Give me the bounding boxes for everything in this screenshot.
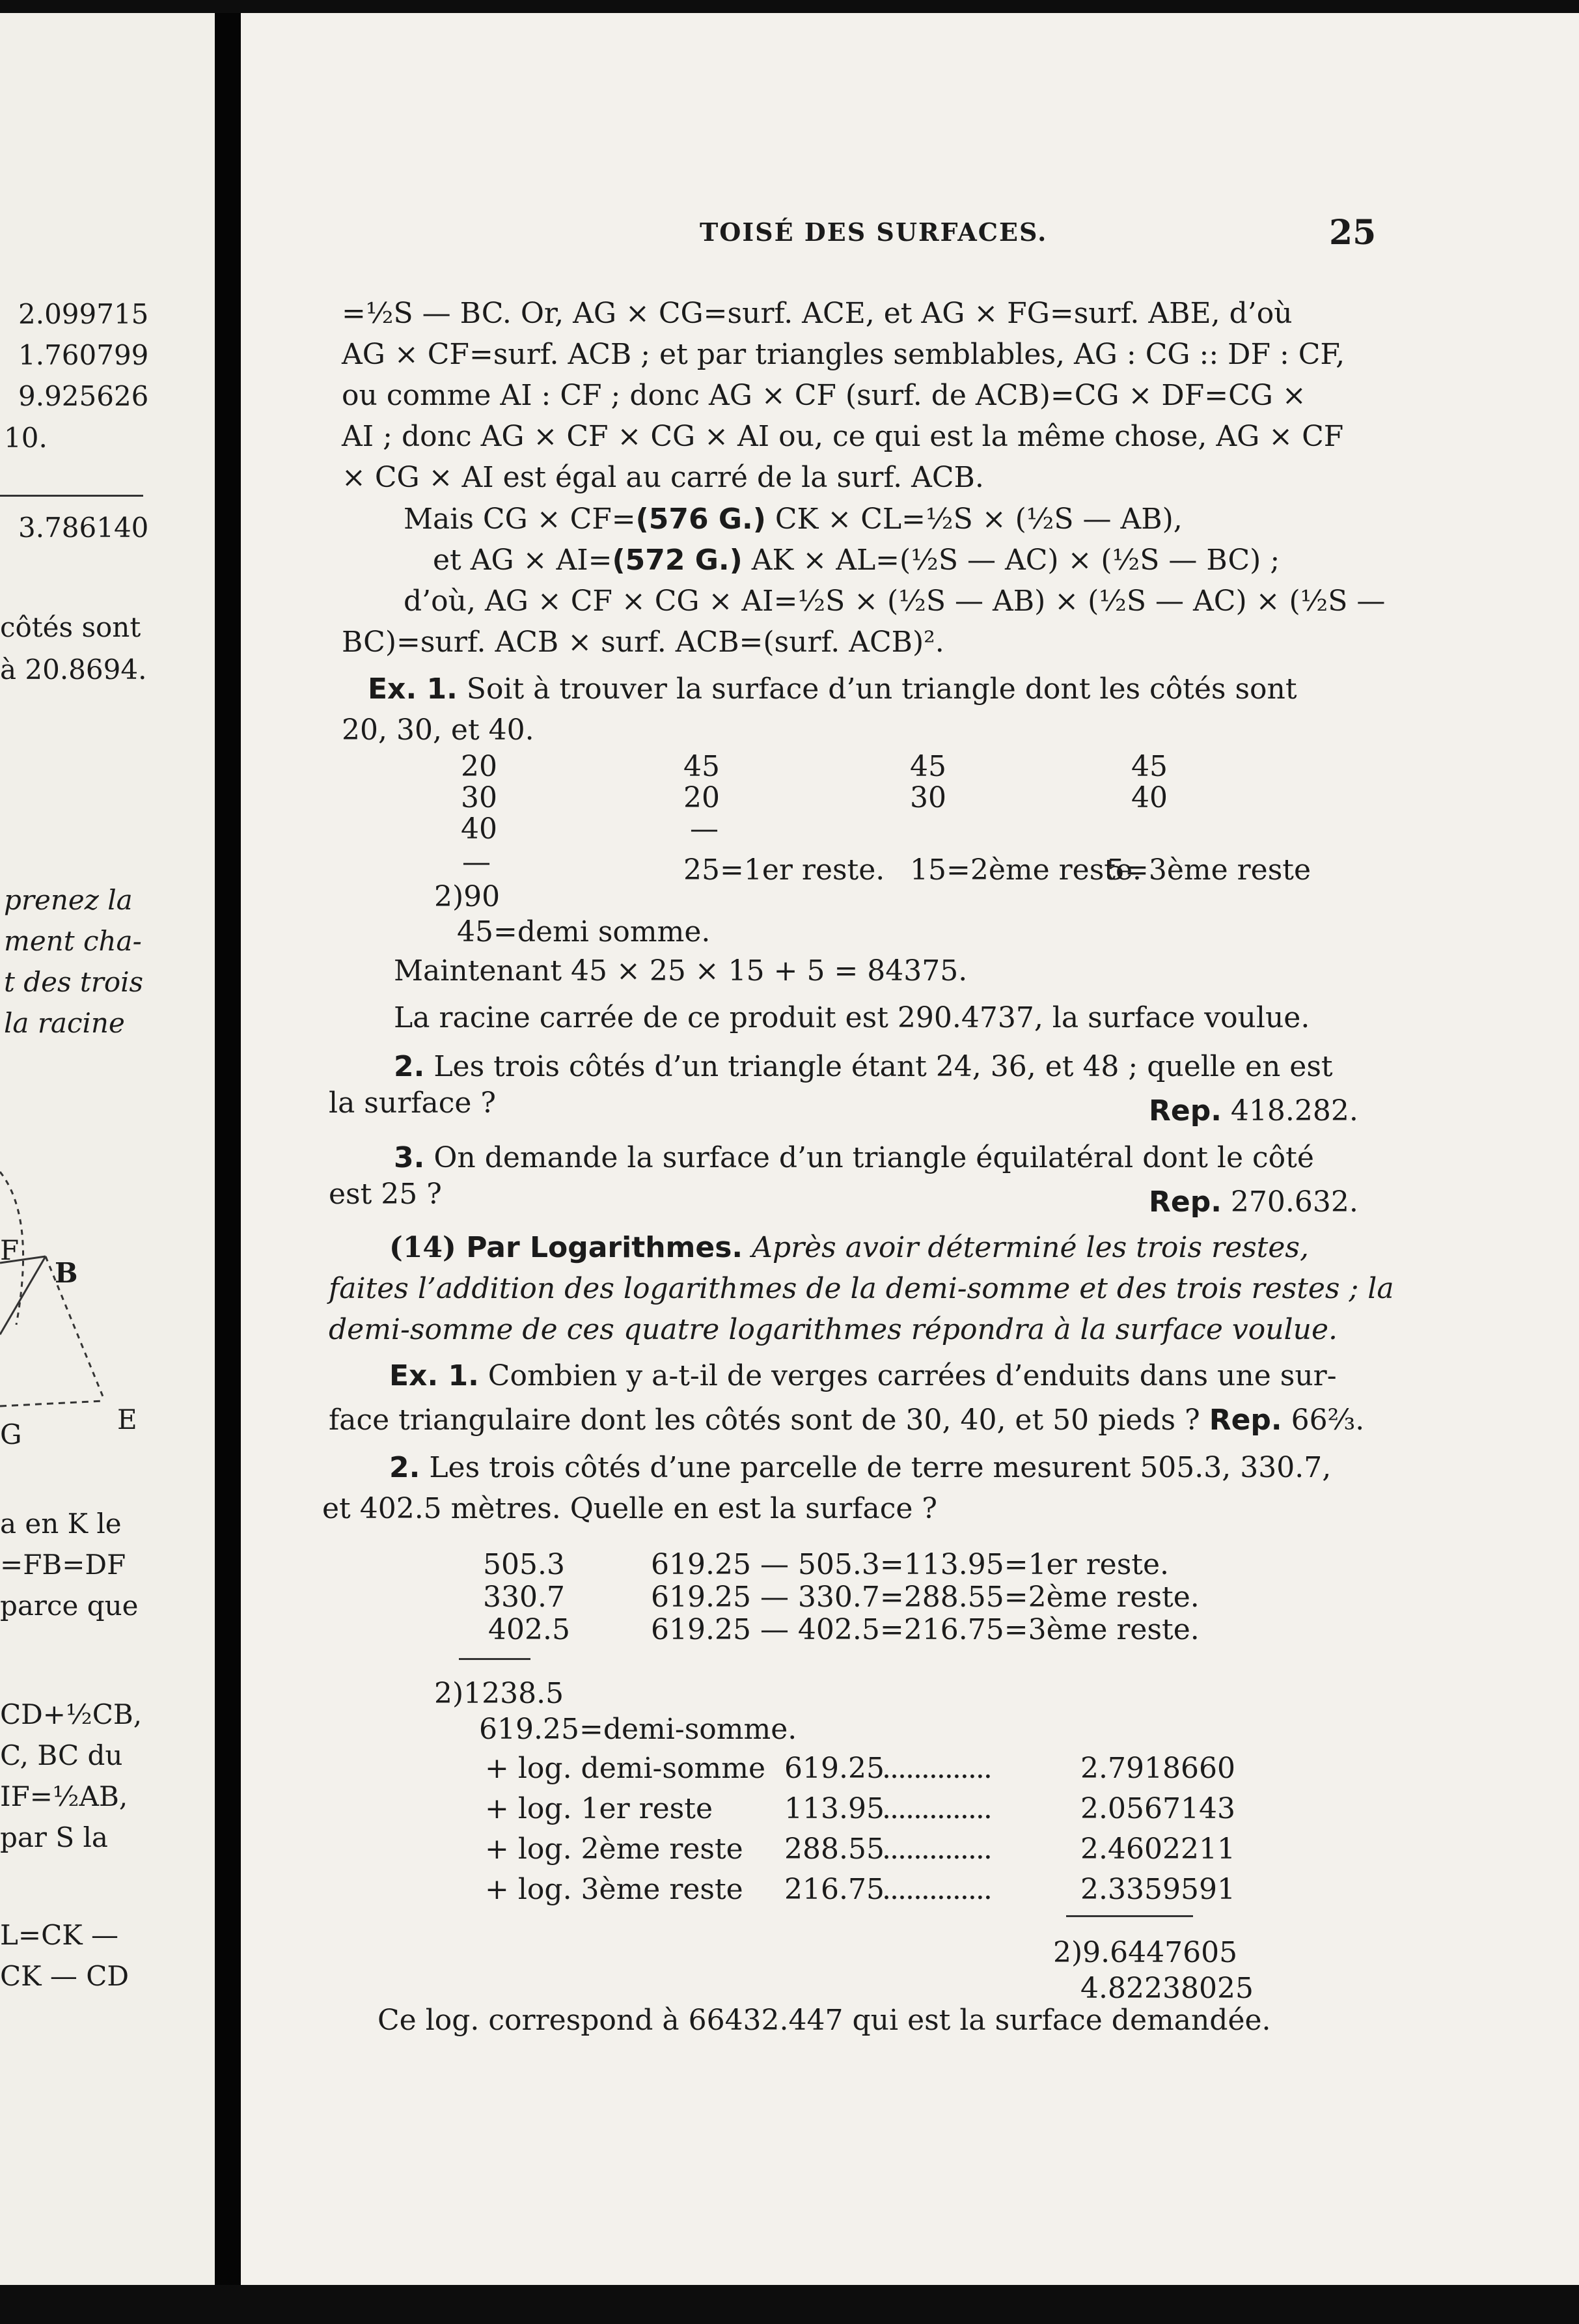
log-row-log: 2.0567143 bbox=[1080, 1792, 1235, 1825]
log-row-log: 2.3359591 bbox=[1080, 1873, 1235, 1906]
log-ex2-conclusion: Ce log. correspond à 66432.447 qui est la surface demandée. bbox=[378, 2004, 1271, 2037]
running-header: TOISÉ DES SURFACES. bbox=[700, 217, 1048, 247]
figure-label-F: F bbox=[0, 1234, 20, 1266]
left-margin-text: ment cha- bbox=[4, 925, 142, 957]
ex3-statement: est 25 ? bbox=[329, 1178, 442, 1211]
left-margin-text: CD+½CB, bbox=[0, 1698, 143, 1730]
log-sum-rule bbox=[1066, 1915, 1193, 1917]
section-14-text: demi-somme de ces quatre logarithmes répondra à la surface voulue. bbox=[329, 1313, 1338, 1346]
ex1-rest-col: 30 bbox=[910, 781, 946, 814]
example-number: 2. bbox=[389, 1451, 420, 1484]
ex1-product: Maintenant 45 × 25 × 15 + 5 = 84375. bbox=[394, 954, 968, 988]
log-ex2-statement: 2. Les trois côtés d’une parcelle de terre mesurent 505.3, 330.7, bbox=[389, 1451, 1332, 1484]
book-gutter bbox=[215, 13, 241, 2285]
left-margin-text: 10. bbox=[4, 422, 48, 454]
left-margin-text: =FB=DF bbox=[0, 1549, 126, 1581]
section-title: Par Logarithmes. bbox=[466, 1231, 743, 1264]
log-row-log: 2.4602211 bbox=[1080, 1833, 1235, 1866]
ex1-rest-col: 45 bbox=[910, 750, 946, 783]
left-margin-text: prenez la bbox=[4, 884, 133, 916]
log-row-label: + log. 2ème reste bbox=[485, 1833, 743, 1866]
ex1-rest-3: 5=3ème reste bbox=[1106, 853, 1311, 887]
log-row-leader: .............. bbox=[882, 1752, 991, 1785]
proof-mais-line: Mais CG × CF=(576 G.) CK × CL=½S × (½S — AB), bbox=[404, 503, 1183, 536]
log-row-label: + log. 3ème reste bbox=[485, 1873, 743, 1906]
log-ex1-statement: Ex. 1. Combien y a-t-il de verges carrées d’enduits dans une sur- bbox=[389, 1359, 1337, 1392]
figure-label-B: B bbox=[55, 1257, 78, 1289]
log-ex2-side: 505.3 bbox=[483, 1548, 565, 1581]
ex2-answer: Rep. 418.282. bbox=[1149, 1094, 1358, 1127]
ex1-rest-col: 40 bbox=[1131, 781, 1168, 814]
left-margin-text: a en K le bbox=[0, 1508, 122, 1540]
ex1-rest-col: 45 bbox=[1131, 750, 1168, 783]
proof-line: =½S — BC. Or, AG × CG=surf. ACE, et AG × FG=surf. ABE, d’où bbox=[342, 297, 1293, 330]
ex1-statement: Ex. 1. Soit à trouver la surface d’un triangle dont les côtés sont bbox=[368, 672, 1297, 706]
left-margin-text: L=CK — bbox=[0, 1919, 118, 1951]
log-ex2-rest: 619.25 — 505.3=113.95=1er reste. bbox=[651, 1548, 1169, 1581]
example-number: 2. bbox=[394, 1050, 425, 1083]
figure-label-E: E bbox=[117, 1404, 137, 1435]
log-half: 4.82238025 bbox=[1080, 1972, 1254, 2005]
ex1-rest-col: 20 bbox=[683, 781, 720, 814]
proof-line: ou comme AI : CF ; donc AG × CF (surf. de ACB)=CG × DF=CG × bbox=[342, 379, 1306, 412]
proof-et-line: et AG × AI=(572 G.) AK × AL=(½S — AC) × (½S — BC) ; bbox=[433, 544, 1280, 577]
page-number: 25 bbox=[1329, 213, 1377, 253]
ex1-side: 40 bbox=[461, 812, 497, 846]
log-row-value: 288.55 bbox=[784, 1833, 885, 1866]
sum-rule bbox=[459, 1658, 530, 1660]
left-margin-text: 3.786140 bbox=[18, 512, 149, 544]
log-ex2-side: 330.7 bbox=[483, 1581, 565, 1614]
left-margin-text: la racine bbox=[4, 1007, 125, 1039]
ex2-statement: la surface ? bbox=[329, 1086, 497, 1120]
answer-label: Rep. bbox=[1149, 1185, 1222, 1219]
log-row-log: 2.7918660 bbox=[1080, 1752, 1235, 1785]
log-row-label: + log. demi-somme bbox=[485, 1752, 765, 1785]
log-ex2-statement: et 402.5 mètres. Quelle en est la surface ? bbox=[322, 1492, 938, 1525]
answer-label: Rep. bbox=[1149, 1094, 1222, 1127]
section-14-text: faites l’addition des logarithmes de la demi-somme et des trois restes ; la bbox=[329, 1272, 1394, 1305]
log-row-value: 113.95 bbox=[784, 1792, 885, 1825]
ex1-side: 30 bbox=[461, 781, 497, 814]
log-row-label: + log. 1er reste bbox=[485, 1792, 713, 1825]
ex1-sum: 2)90 bbox=[434, 880, 501, 913]
ex1-statement: 20, 30, et 40. bbox=[342, 713, 534, 747]
proof-line: × CG × AI est égal au carré de la surf. ACB. bbox=[342, 461, 984, 494]
left-margin-text: 9.925626 bbox=[18, 380, 149, 412]
log-ex2-rest: 619.25 — 330.7=288.55=2ème reste. bbox=[651, 1581, 1200, 1614]
ex1-result: La racine carrée de ce produit est 290.4737, la surface voulue. bbox=[394, 1001, 1310, 1034]
margin-rule bbox=[0, 495, 143, 497]
example-label: Ex. 1. bbox=[368, 672, 458, 706]
ex1-rule: — bbox=[462, 846, 491, 879]
log-total: 2)9.6447605 bbox=[1053, 1936, 1238, 1969]
example-label: Ex. 1. bbox=[389, 1359, 479, 1392]
left-margin-text: par S la bbox=[0, 1821, 108, 1853]
left-margin-text: 1.760799 bbox=[18, 339, 149, 371]
log-ex2-half-sum: 619.25=demi-somme. bbox=[479, 1713, 797, 1746]
left-margin-text: côtés sont bbox=[0, 611, 141, 643]
proof-reference: (576 G.) bbox=[635, 503, 766, 536]
left-margin-text: CK — CD bbox=[0, 1960, 130, 1992]
left-margin-text: C, BC du bbox=[0, 1739, 123, 1771]
triangle-figure-fragment bbox=[0, 1159, 215, 1452]
ex1-half-sum: 45=demi somme. bbox=[457, 915, 711, 948]
log-row-leader: .............. bbox=[882, 1873, 991, 1906]
log-ex2-rest: 619.25 — 402.5=216.75=3ème reste. bbox=[651, 1613, 1200, 1646]
left-margin-text: parce que bbox=[0, 1590, 139, 1622]
left-margin-text: à 20.8694. bbox=[0, 654, 147, 685]
log-ex2-sum: 2)1238.5 bbox=[434, 1677, 564, 1710]
example-number: 3. bbox=[394, 1141, 425, 1174]
log-ex1-statement: face triangulaire dont les côtés sont de 30, 40, et 50 pieds ? Rep. 66⅔. bbox=[329, 1404, 1365, 1437]
ex1-rest-1: 25=1er reste. bbox=[683, 853, 885, 887]
ex1-rest-col: 45 bbox=[683, 750, 720, 783]
figure-label-G: G bbox=[0, 1418, 22, 1450]
answer-label: Rep. bbox=[1209, 1404, 1282, 1437]
log-row-value: 216.75 bbox=[784, 1873, 885, 1906]
log-ex2-side: 402.5 bbox=[488, 1613, 570, 1646]
ex3-statement: 3. On demande la surface d’un triangle équilatéral dont le côté bbox=[394, 1141, 1314, 1174]
proof-reference: (572 G.) bbox=[612, 544, 743, 577]
main-page bbox=[241, 13, 1579, 2285]
proof-line: d’où, AG × CF × CG × AI=½S × (½S — AB) × (½S — AC) × (½S — bbox=[404, 585, 1386, 618]
log-row-value: 619.25 bbox=[784, 1752, 885, 1785]
ex1-rest-col: — bbox=[690, 812, 719, 846]
left-margin-text: IF=½AB, bbox=[0, 1780, 128, 1812]
proof-line: AG × CF=surf. ACB ; et par triangles semblables, AG : CG :: DF : CF, bbox=[342, 338, 1345, 371]
ex1-side: 20 bbox=[461, 750, 497, 783]
section-14-heading: (14) Par Logarithmes. Après avoir déterminé les trois restes, bbox=[389, 1231, 1309, 1264]
proof-line: AI ; donc AG × CF × CG × AI ou, ce qui est la même chose, AG × CF bbox=[342, 420, 1344, 453]
ex1-rest-2: 15=2ème reste. bbox=[910, 853, 1142, 887]
ex3-answer: Rep. 270.632. bbox=[1149, 1185, 1358, 1219]
left-margin-text: 2.099715 bbox=[18, 298, 149, 330]
left-facing-page bbox=[0, 13, 215, 2285]
proof-line: BC)=surf. ACB × surf. ACB=(surf. ACB)². bbox=[342, 626, 944, 659]
left-margin-text: t des trois bbox=[4, 966, 144, 998]
log-row-leader: .............. bbox=[882, 1833, 991, 1866]
ex2-statement: 2. Les trois côtés d’un triangle étant 24, 36, et 48 ; quelle en est bbox=[394, 1050, 1333, 1083]
log-row-leader: .............. bbox=[882, 1792, 991, 1825]
